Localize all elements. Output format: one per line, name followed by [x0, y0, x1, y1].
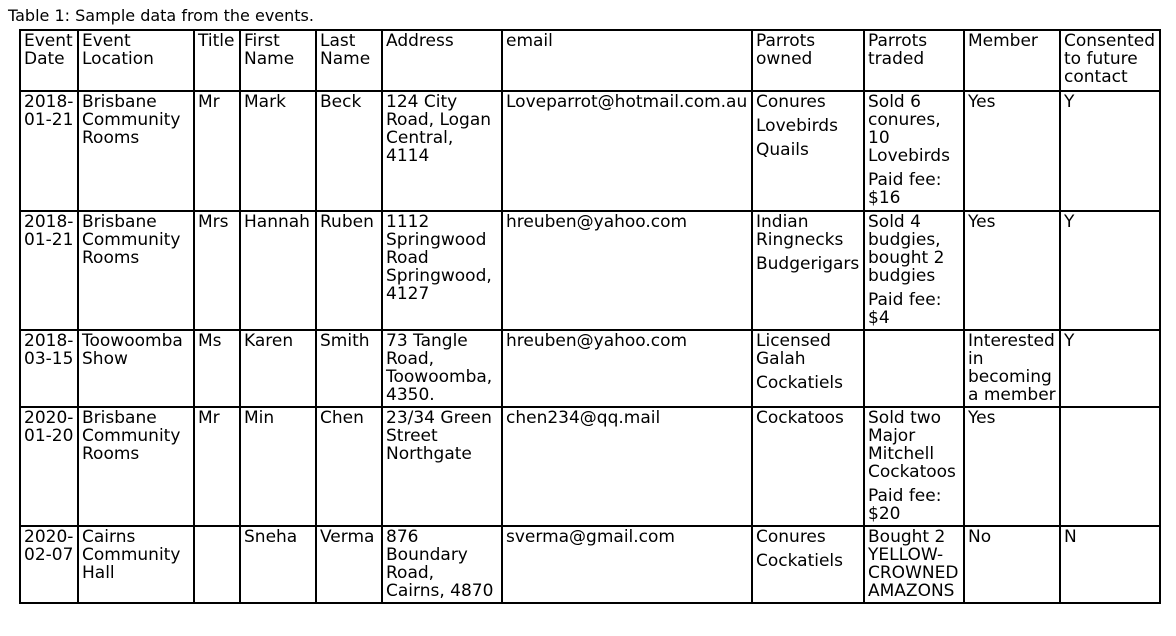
cell-event-date: 2020-01-20: [20, 407, 78, 526]
parrot-traded-item: Bought 2 YELLOW-CROWNED AMAZONS: [868, 527, 959, 601]
cell-email: hreuben@yahoo.com: [502, 330, 752, 407]
parrot-owned-item: Conures: [756, 92, 826, 112]
table-row: [20, 91, 1160, 211]
col-header-consent: Consented to future contact: [1060, 30, 1160, 91]
cell-first-name: Mark: [240, 91, 316, 211]
col-header-member: Member: [964, 30, 1060, 91]
parrot-owned-item: Cockatiels: [756, 551, 844, 571]
cell-parrots-owned: [752, 330, 864, 407]
cell-email: chen234@qq.mail: [502, 407, 752, 526]
cell-last-name: Chen: [316, 407, 382, 526]
cell-parrots-traded: [864, 526, 964, 603]
parrot-traded-item: Paid fee: $16: [868, 170, 942, 208]
parrot-owned-item: Conures: [756, 527, 826, 547]
cell-first-name: Min: [240, 407, 316, 526]
events-table: [19, 29, 1161, 604]
cell-consent: [1060, 407, 1160, 526]
cell-event-date: 2020-02-07: [20, 526, 78, 603]
cell-member: Interested in becoming a member: [964, 330, 1060, 407]
cell-email: sverma@gmail.com: [502, 526, 752, 603]
cell-title: Ms: [194, 330, 240, 407]
cell-last-name: Ruben: [316, 211, 382, 330]
cell-parrots-owned: [752, 211, 864, 330]
cell-address: 124 City Road, Logan Central, 4114: [382, 91, 502, 211]
cell-title: Mr: [194, 407, 240, 526]
header-row: [20, 30, 1160, 91]
cell-parrots-traded: [864, 211, 964, 330]
cell-parrots-traded: [864, 91, 964, 211]
parrot-owned-item: Lovebirds: [756, 116, 838, 136]
cell-title: Mrs: [194, 211, 240, 330]
cell-consent: Y: [1060, 330, 1160, 407]
cell-address: 876 Boundary Road, Cairns, 4870: [382, 526, 502, 603]
cell-event-date: 2018-03-15: [20, 330, 78, 407]
cell-first-name: Sneha: [240, 526, 316, 603]
parrot-owned-item: Cockatoos: [756, 408, 844, 428]
cell-title: Mr: [194, 91, 240, 211]
parrot-owned-item: Indian Ringnecks: [756, 212, 844, 250]
cell-event-location: Brisbane Community Rooms: [78, 91, 194, 211]
cell-email: hreuben@yahoo.com: [502, 211, 752, 330]
cell-member: Yes: [964, 407, 1060, 526]
cell-address: 1112 Springwood Road Springwood, 4127: [382, 211, 502, 330]
parrot-owned-item: Cockatiels: [756, 373, 844, 393]
table-caption: Table 1: Sample data from the events.: [8, 6, 314, 25]
col-header-event-date: Event Date: [20, 30, 78, 91]
cell-title: [194, 526, 240, 603]
cell-parrots-owned: [752, 91, 864, 211]
cell-event-date: 2018-01-21: [20, 211, 78, 330]
cell-last-name: Beck: [316, 91, 382, 211]
cell-event-location: Brisbane Community Rooms: [78, 211, 194, 330]
table-row: [20, 330, 1160, 407]
col-header-parrots-traded: Parrots traded: [864, 30, 964, 91]
col-header-parrots-owned: Parrots owned: [752, 30, 864, 91]
parrot-owned-item: Budgerigars: [756, 254, 860, 274]
col-header-first-name: First Name: [240, 30, 316, 91]
cell-event-location: Brisbane Community Rooms: [78, 407, 194, 526]
cell-address: 23/34 Green Street Northgate: [382, 407, 502, 526]
parrot-traded-item: Sold two Major Mitchell Cockatoos: [868, 408, 956, 482]
parrot-traded-item: Paid fee: $20: [868, 486, 942, 524]
cell-event-location: Toowoomba Show: [78, 330, 194, 407]
cell-parrots-traded: [864, 407, 964, 526]
table-row: [20, 407, 1160, 526]
parrot-traded-item: Sold 4 budgies, bought 2 budgies: [868, 212, 945, 286]
cell-member: No: [964, 526, 1060, 603]
cell-last-name: Smith: [316, 330, 382, 407]
cell-parrots-traded: [864, 330, 964, 407]
table-row: [20, 526, 1160, 603]
parrot-traded-item: Sold 6 conures, 10 Lovebirds: [868, 92, 950, 166]
cell-event-location: Cairns Community Hall: [78, 526, 194, 603]
col-header-title: Title: [194, 30, 240, 91]
cell-consent: N: [1060, 526, 1160, 603]
col-header-address: Address: [382, 30, 502, 91]
col-header-last-name: Last Name: [316, 30, 382, 91]
cell-first-name: Hannah: [240, 211, 316, 330]
cell-consent: Y: [1060, 211, 1160, 330]
cell-last-name: Verma: [316, 526, 382, 603]
parrot-owned-item: Quails: [756, 140, 809, 160]
table-row: [20, 211, 1160, 330]
cell-parrots-owned: [752, 526, 864, 603]
col-header-email: email: [502, 30, 752, 91]
cell-member: Yes: [964, 91, 1060, 211]
cell-member: Yes: [964, 211, 1060, 330]
parrot-owned-item: Licensed Galah: [756, 331, 831, 369]
cell-email: Loveparrot@hotmail.com.au: [502, 91, 752, 211]
col-header-event-location: Event Location: [78, 30, 194, 91]
cell-event-date: 2018-01-21: [20, 91, 78, 211]
cell-address: 73 Tangle Road, Toowoomba, 4350.: [382, 330, 502, 407]
cell-consent: Y: [1060, 91, 1160, 211]
parrot-traded-item: Paid fee: $4: [868, 290, 942, 328]
cell-first-name: Karen: [240, 330, 316, 407]
cell-parrots-owned: [752, 407, 864, 526]
